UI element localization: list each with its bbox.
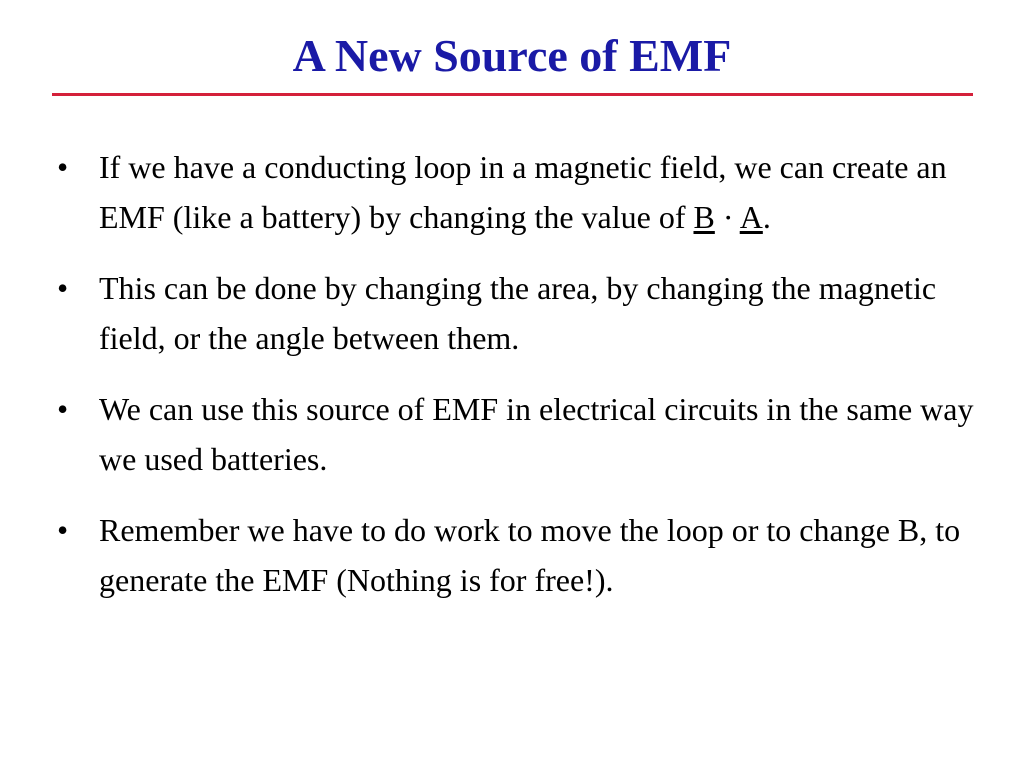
bullet-marker-icon: • [57,270,69,306]
bullet-marker-icon: • [57,149,69,185]
bullet-text: Remember we have to do work to move the loop or to change B, to generate the EMF (Nothing is for free!). [99,512,961,598]
bullet-text-end: . [762,199,771,235]
bullet-item [57,263,977,363]
bullet-marker-icon: • [57,512,69,548]
bullet-item [57,142,977,242]
title-divider [52,93,973,96]
bullet-list [57,142,977,626]
slide-title: A New Source of EMF [292,30,732,81]
vector-b: B [693,199,715,235]
dot-operator: · [714,199,740,235]
bullet-text: If we have a conducting loop in a magnetic field, we can create an EMF (like a battery) by changing the value of [99,149,947,235]
bullet-item [57,384,977,484]
vector-a: A [739,199,763,235]
bullet-item [57,505,977,605]
bullet-marker-icon: • [57,391,69,427]
bullet-text: This can be done by changing the area, by changing the magnetic field, or the angle between them. [99,270,937,356]
bullet-text: We can use this source of EMF in electrical circuits in the same way we used batteries. [99,391,974,477]
